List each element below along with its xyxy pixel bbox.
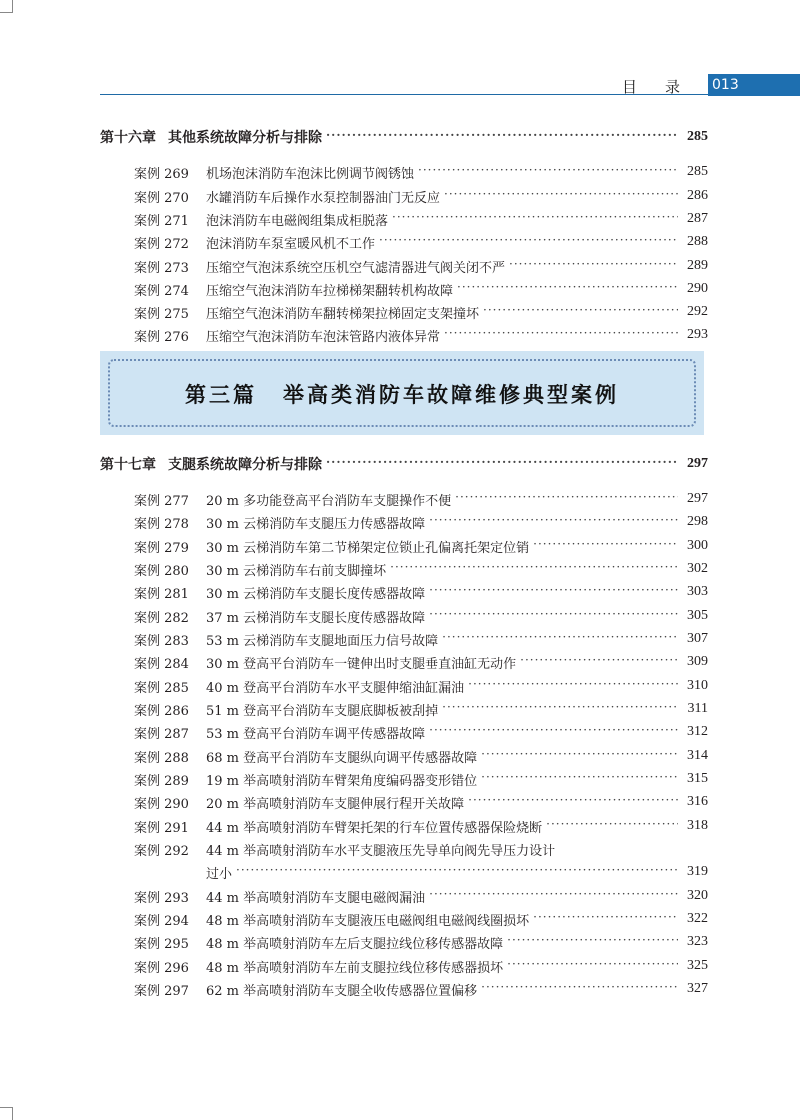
case-page: 290 [687, 281, 708, 296]
dot-leader [533, 912, 678, 926]
dot-leader [483, 305, 678, 319]
case-page: 303 [687, 584, 708, 599]
case-page: 315 [687, 771, 708, 786]
case-entry[interactable] [134, 697, 708, 721]
case-page: 316 [687, 794, 708, 809]
dot-leader [418, 165, 678, 179]
case-title: 44 m 举高喷射消防车臂架托架的行车位置传感器保险烧断 [206, 820, 543, 836]
case-entry[interactable] [134, 977, 708, 1001]
case-number: 案例 281 [134, 586, 189, 602]
dot-leader [444, 328, 678, 342]
case-entry[interactable] [134, 954, 708, 978]
case-number: 案例 296 [134, 960, 189, 976]
case-page: 314 [687, 748, 708, 763]
chapter-17-entry[interactable] [100, 452, 708, 476]
case-title: 48 m 举高喷射消防车支腿液压电磁阀组电磁阀线圈损坏 [206, 913, 530, 929]
case-entry[interactable] [134, 627, 708, 651]
section-banner [100, 351, 704, 435]
case-page: 310 [687, 678, 708, 693]
case-title: 48 m 举高喷射消防车左后支腿拉线位移传感器故障 [206, 936, 504, 952]
dot-leader [236, 865, 678, 879]
case-entry[interactable] [134, 277, 708, 301]
case-page: 318 [687, 818, 708, 833]
case-entry[interactable] [134, 207, 708, 231]
case-title: 62 m 举高喷射消防车支腿全收传感器位置偏移 [206, 983, 478, 999]
case-title: 压缩空气泡沫消防车翻转梯架拉梯固定支架撞坏 [206, 306, 480, 322]
case-entry[interactable] [134, 557, 708, 581]
case-page: 289 [687, 258, 708, 273]
dot-leader [468, 795, 678, 809]
case-number: 案例 293 [134, 890, 189, 906]
case-entry[interactable] [134, 674, 708, 698]
case-entry[interactable] [134, 323, 708, 347]
dot-leader [444, 189, 678, 203]
case-page: 300 [687, 538, 708, 553]
case-page: 288 [687, 234, 708, 249]
case-number: 案例 290 [134, 796, 189, 812]
case-entry-continuation[interactable] [206, 860, 708, 884]
case-number: 案例 273 [134, 260, 189, 276]
case-number: 案例 279 [134, 540, 189, 556]
dot-leader [509, 259, 678, 273]
case-page: 286 [687, 188, 708, 203]
case-page: 319 [687, 864, 708, 879]
case-page: 285 [687, 164, 708, 179]
case-title: 30 m 云梯消防车第二节梯架定位锁止孔偏离托架定位销 [206, 540, 530, 556]
case-page: 292 [687, 304, 708, 319]
case-entry[interactable] [134, 907, 708, 931]
case-number: 案例 269 [134, 166, 189, 182]
case-title: 20 m 多功能登高平台消防车支腿操作不便 [206, 493, 452, 509]
case-page: 325 [687, 958, 708, 973]
dot-leader [390, 562, 678, 576]
dot-leader [533, 539, 678, 553]
dot-leader [442, 702, 678, 716]
case-title: 30 m 云梯消防车支腿长度传感器故障 [206, 586, 426, 602]
case-number: 案例 285 [134, 680, 189, 696]
case-entry[interactable] [134, 580, 708, 604]
case-title: 37 m 云梯消防车支腿长度传感器故障 [206, 610, 426, 626]
dot-leader [520, 655, 678, 669]
case-page: 320 [687, 888, 708, 903]
case-number: 案例 277 [134, 493, 189, 509]
page-header [100, 72, 800, 100]
case-entry[interactable] [134, 744, 708, 768]
case-number: 案例 291 [134, 820, 189, 836]
case-title: 53 m 登高平台消防车调平传感器故障 [206, 726, 426, 742]
dot-leader [507, 935, 678, 949]
dot-leader [429, 515, 678, 529]
case-entry[interactable] [134, 487, 708, 511]
case-title-continued: 过小 [206, 866, 233, 882]
case-page: 305 [687, 608, 708, 623]
dot-leader [326, 457, 678, 471]
dot-leader [468, 679, 678, 693]
dot-leader [481, 772, 678, 786]
case-entry[interactable] [134, 230, 708, 254]
case-title: 30 m 登高平台消防车一键伸出时支腿垂直油缸无动作 [206, 656, 517, 672]
case-entry[interactable] [134, 884, 708, 908]
dot-leader [455, 492, 678, 506]
case-entry[interactable] [134, 534, 708, 558]
dot-leader [429, 585, 678, 599]
case-entry[interactable] [134, 720, 708, 744]
case-page: 323 [687, 934, 708, 949]
case-title: 压缩空气泡沫消防车泡沫管路内液体异常 [206, 329, 441, 345]
case-page: 322 [687, 911, 708, 926]
case-page: 327 [687, 981, 708, 996]
case-number: 案例 288 [134, 750, 189, 766]
case-number: 案例 297 [134, 983, 189, 999]
dot-leader [392, 212, 678, 226]
case-number: 案例 274 [134, 283, 189, 299]
case-title: 30 m 云梯消防车支腿压力传感器故障 [206, 516, 426, 532]
case-number: 案例 287 [134, 726, 189, 742]
case-title: 压缩空气泡沫系统空压机空气滤清器进气阀关闭不严 [206, 260, 506, 276]
crop-mark-bottom-left [0, 1107, 13, 1120]
dot-leader [429, 725, 678, 739]
case-entry[interactable] [134, 510, 708, 534]
case-title: 30 m 云梯消防车右前支脚撞坏 [206, 563, 387, 579]
chapter-page: 297 [687, 456, 708, 471]
case-page: 311 [687, 701, 708, 716]
case-number: 案例 283 [134, 633, 189, 649]
case-title: 53 m 云梯消防车支腿地面压力信号故障 [206, 633, 439, 649]
case-entry[interactable] [134, 254, 708, 278]
case-entry[interactable] [134, 300, 708, 324]
case-number: 案例 294 [134, 913, 189, 929]
case-title: 44 m 举高喷射消防车水平支腿液压先导单向阀先导压力设计 [206, 843, 556, 859]
case-page: 287 [687, 211, 708, 226]
case-title: 68 m 登高平台消防车支腿纵向调平传感器故障 [206, 750, 478, 766]
case-number: 案例 282 [134, 610, 189, 626]
header-page-number: 013 [708, 74, 800, 96]
case-title: 48 m 举高喷射消防车左前支腿拉线位移传感器损坏 [206, 960, 504, 976]
case-number: 案例 284 [134, 656, 189, 672]
case-page: 307 [687, 631, 708, 646]
case-number: 案例 295 [134, 936, 189, 952]
case-title: 泡沫消防车泵室暖风机不工作 [206, 236, 376, 252]
case-number: 案例 289 [134, 773, 189, 789]
case-entry[interactable] [134, 814, 708, 838]
case-entry[interactable] [134, 184, 708, 208]
case-page: 302 [687, 561, 708, 576]
case-title: 51 m 登高平台消防车支腿底脚板被刮掉 [206, 703, 439, 719]
header-label: 目录 [621, 78, 708, 96]
case-entry[interactable] [134, 837, 708, 861]
case-title: 水罐消防车后操作水泵控制器油门无反应 [206, 190, 441, 206]
case-title: 44 m 举高喷射消防车支腿电磁阀漏油 [206, 890, 426, 906]
dot-leader [457, 282, 678, 296]
case-number: 案例 280 [134, 563, 189, 579]
case-title: 机场泡沫消防车泡沫比例调节阀锈蚀 [206, 166, 415, 182]
case-page: 293 [687, 327, 708, 342]
case-number: 案例 278 [134, 516, 189, 532]
case-page: 298 [687, 514, 708, 529]
section-name: 举高类消防车故障维修典型案例 [283, 382, 619, 407]
chapter-16-entry[interactable] [100, 125, 708, 149]
case-number: 案例 286 [134, 703, 189, 719]
case-title: 20 m 举高喷射消防车支腿伸展行程开关故障 [206, 796, 465, 812]
dot-leader [429, 609, 678, 623]
case-page: 312 [687, 724, 708, 739]
case-entry[interactable] [134, 767, 708, 791]
case-number: 案例 292 [134, 843, 189, 859]
case-number: 案例 276 [134, 329, 189, 345]
chapter-page: 285 [687, 129, 708, 144]
case-title: 压缩空气泡沫消防车拉梯梯架翻转机构故障 [206, 283, 454, 299]
section-title [100, 379, 704, 409]
case-number: 案例 272 [134, 236, 189, 252]
case-page: 309 [687, 654, 708, 669]
dot-leader [507, 959, 678, 973]
case-page: 297 [687, 491, 708, 506]
case-title: 19 m 举高喷射消防车臂架角度编码器变形错位 [206, 773, 478, 789]
case-entry[interactable] [134, 160, 708, 184]
crop-mark-top-left [0, 0, 13, 13]
dot-leader [379, 235, 678, 249]
dot-leader [481, 749, 678, 763]
case-title: 泡沫消防车电磁阀组集成柜脱落 [206, 213, 389, 229]
case-number: 案例 271 [134, 213, 189, 229]
chapter-number: 第十七章 [100, 457, 156, 473]
chapter-number: 第十六章 [100, 130, 156, 146]
case-entry[interactable] [134, 604, 708, 628]
case-title: 40 m 登高平台消防车水平支腿伸缩油缸漏油 [206, 680, 465, 696]
case-number: 案例 275 [134, 306, 189, 322]
section-number: 第三篇 [185, 382, 257, 407]
dot-leader [429, 889, 678, 903]
chapter-title: 其他系统故障分析与排除 [168, 130, 322, 146]
case-entry[interactable] [134, 790, 708, 814]
case-entry[interactable] [134, 650, 708, 674]
case-entry[interactable] [134, 930, 708, 954]
chapter-title: 支腿系统故障分析与排除 [168, 457, 322, 473]
dot-leader [546, 819, 678, 833]
case-number: 案例 270 [134, 190, 189, 206]
dot-leader [326, 130, 678, 144]
dot-leader [442, 632, 678, 646]
dot-leader [481, 982, 678, 996]
